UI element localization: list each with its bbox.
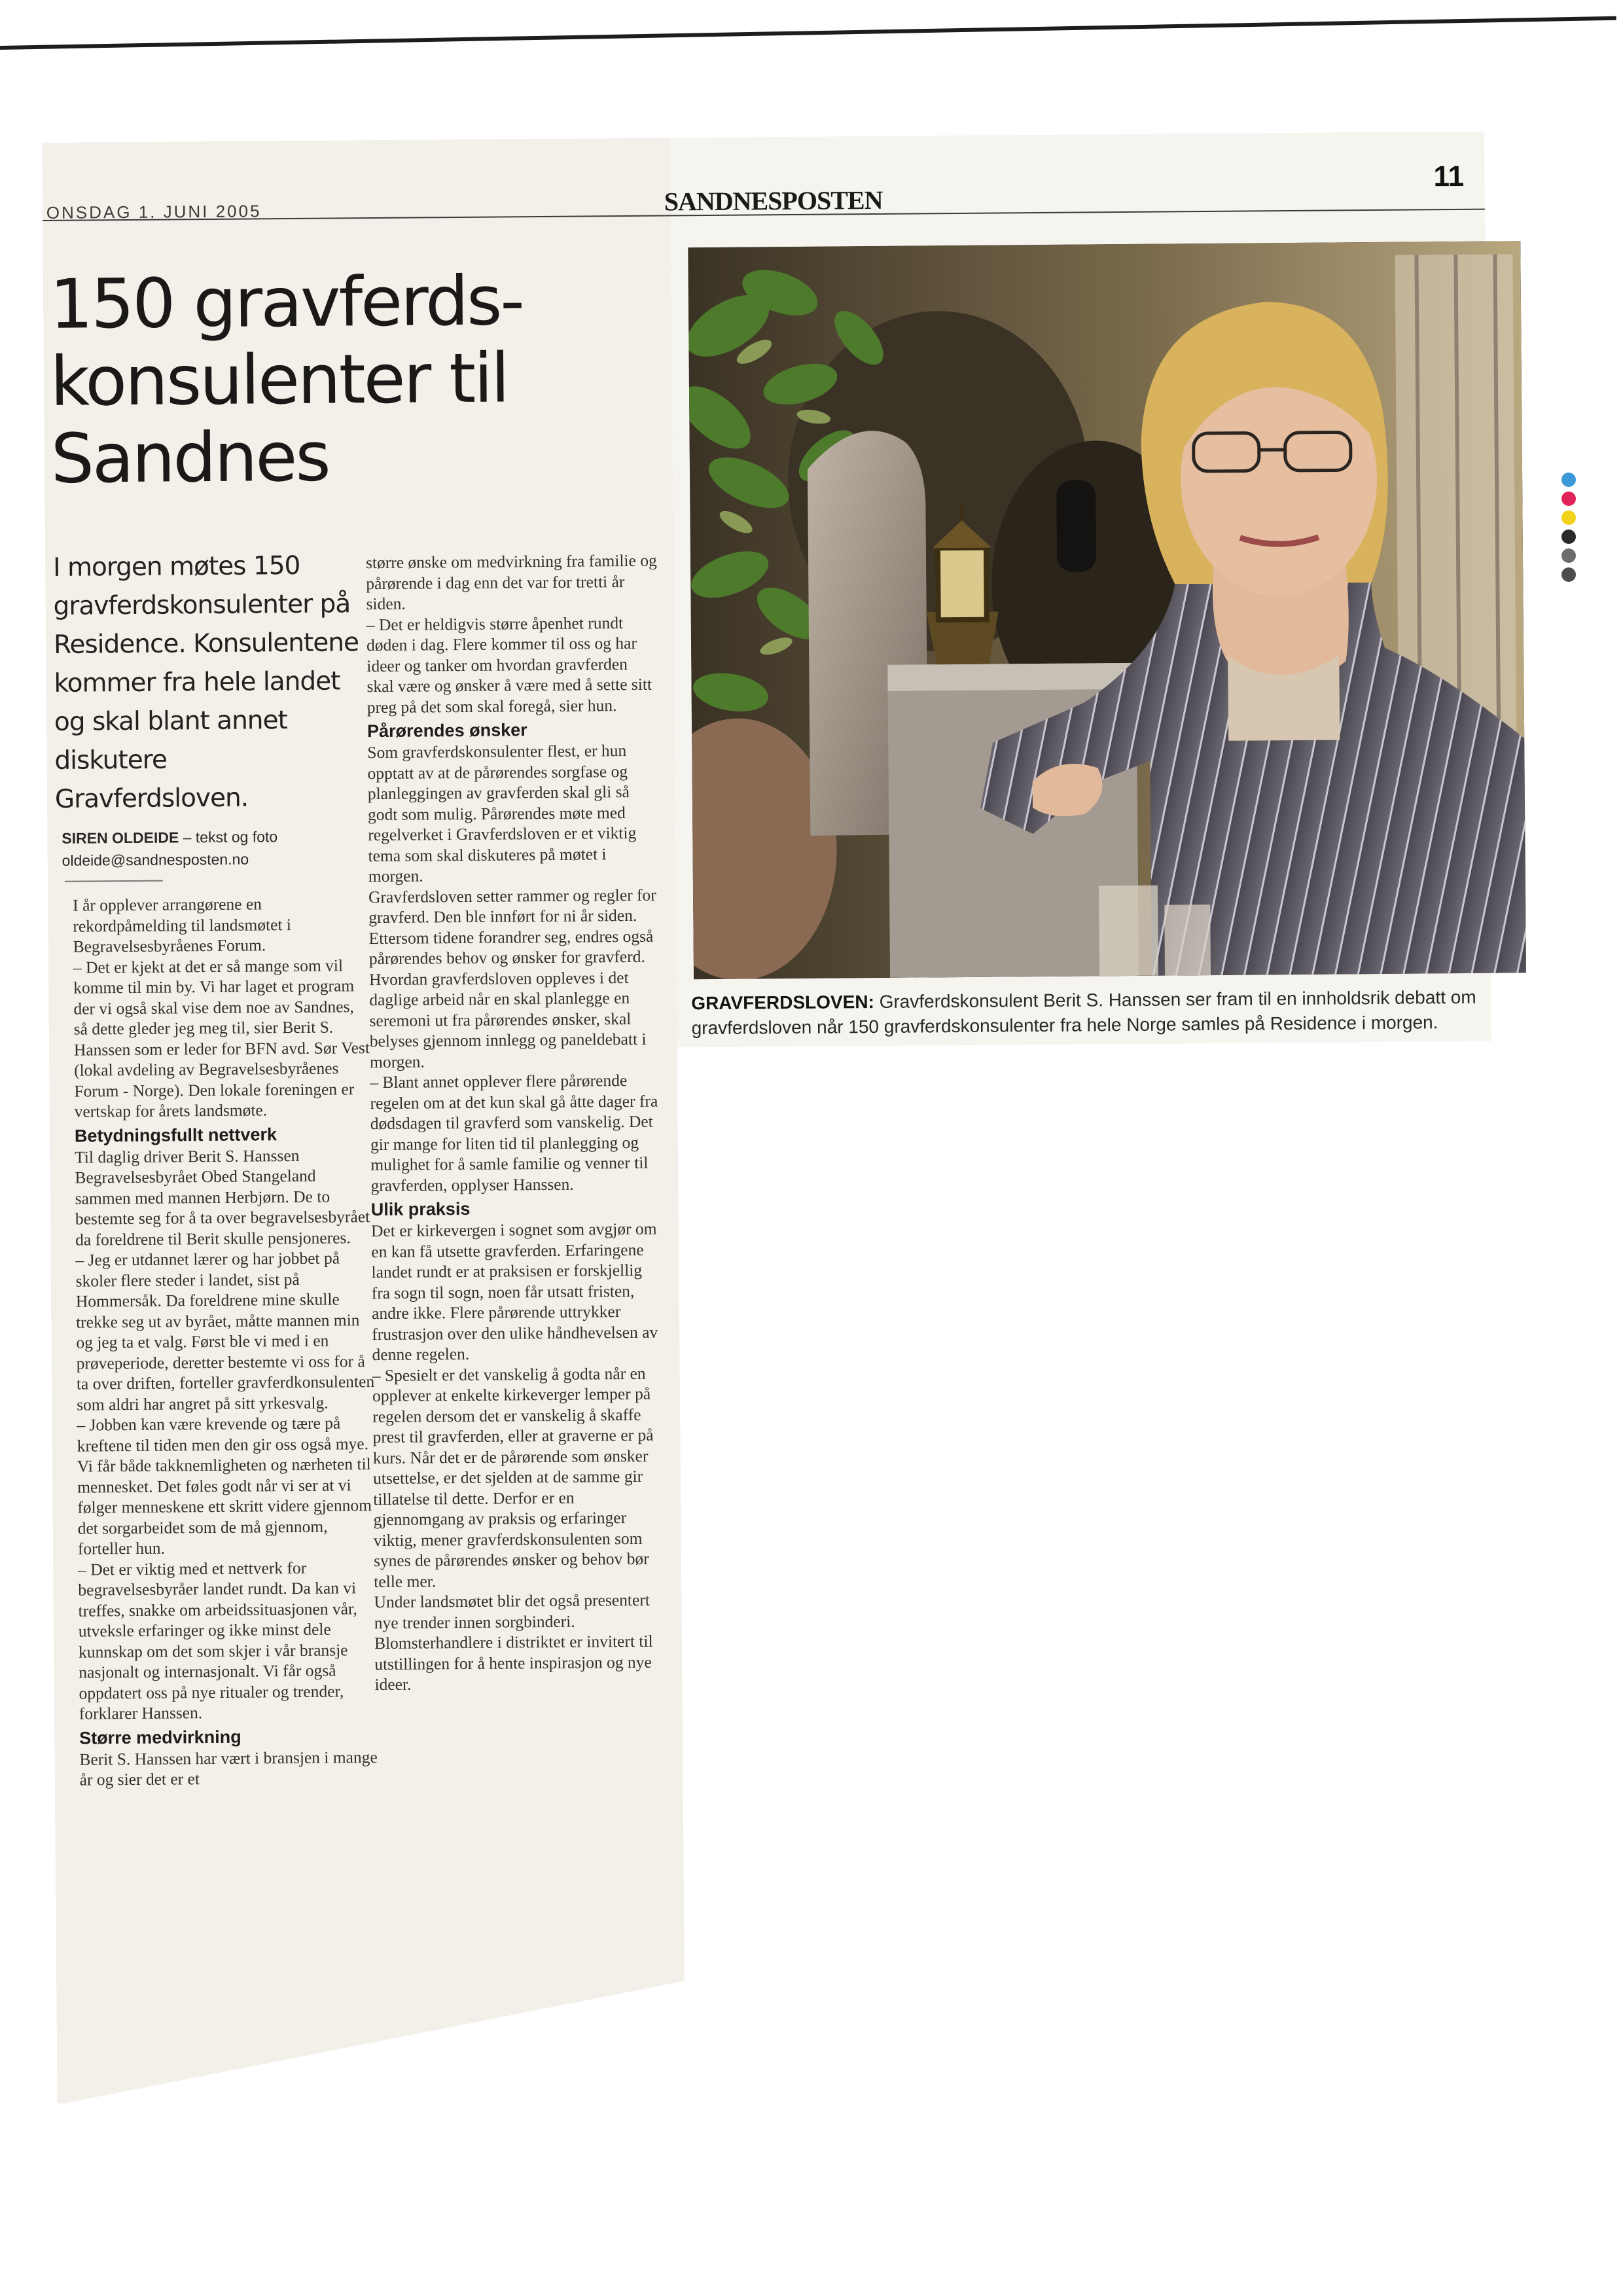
byline-email: oldeide@sandnesposten.no xyxy=(62,850,249,869)
subheading: Større medvirkning xyxy=(79,1727,241,1748)
masthead: SANDNESPOSTEN xyxy=(664,185,883,217)
body-paragraph: Det er kirkevergen i sognet som avgjør om en kan få utsette gravferden. Erfaringene landet rundt er at praksisen er forskjellig fra sogn til sogn, noen får utsatt fristen, andre ikke. Flere pårørende uttrykker frustrasjon over den ulike håndhevelsen av denne regelen. xyxy=(370,1219,658,1365)
scan-border-line xyxy=(0,16,1616,50)
byline-role: – tekst og foto xyxy=(179,828,278,846)
body-paragraph: større ønske om medvirkning fra familie og pårørende i dag enn det var for tretti år siden. xyxy=(365,550,657,614)
lead-paragraph: I morgen møtes 150 gravferdskonsulenter på Residence. Konsulentene kommer fra hele landet og skal blant annet diskutere Gravferdsloven. xyxy=(52,550,359,814)
body-paragraph: – Det er kjekt at det er så mange som vil komme til min by. Vi har laget et program der vi også skal vise dem noe av Sandnes, så dette gleder jeg meg til, sier Berit S. Hanssen som er leder for BFN avd. Sør Vest (lokal avdeling av Begravelsesbyråenes Forum - Norge). Den lokale foreningen er vertskap for årets landsmøte. xyxy=(73,955,370,1121)
body-paragraph: – Spesielt er det vanskelig å godta når en opplever at enkelte kirkeverger lemper på regelen dersom det er vanskelig å skaffe prest til gravferden, eller at graverne er på kurs. Når det er de pårørende som ønsker utsettelse, er det sjelden at de samme gir tillatelse til dette. Derfor er en gjennomgang av praksis og erfaringer viktig, mener gravferdskonsulenten som synes de pårørendes ønsker og behov bør telle mer. xyxy=(372,1363,654,1591)
body-paragraph: – Det er heldigvis større åpenhet rundt døden i dag. Flere kommer til oss og har ideer og tanker om hvordan gravferden skal være og ønsker å være med å sette sitt preg på det som skal foregå, sier hun. xyxy=(366,613,652,717)
registration-dot xyxy=(1561,473,1576,487)
caption-label: GRAVFERDSLOVEN: xyxy=(691,992,874,1014)
byline-name: SIREN OLDEIDE xyxy=(62,829,179,847)
dateline: ONSDAG 1. JUNI 2005 xyxy=(46,201,262,223)
body-paragraph: I år opplever arrangørene en rekordpåmelding til landsmøtet i Begravelsesbyråenes Forum. xyxy=(73,894,292,956)
registration-dot xyxy=(1561,529,1576,544)
registration-dot xyxy=(1561,511,1576,525)
newspaper-page xyxy=(42,132,1499,2104)
body-paragraph: Under landsmøtet blir det også presentert nye trender innen sorgbinderi. Blomsterhandlere i distriktet er invitert til utstillingen for å hente inspirasjon og nye ideer. xyxy=(374,1590,653,1695)
subheading: Ulik praksis xyxy=(370,1198,471,1220)
byline xyxy=(62,825,363,872)
headline-line: konsulenter til xyxy=(50,338,508,422)
registration-dot xyxy=(1561,567,1576,582)
headline xyxy=(49,261,653,497)
article-photo xyxy=(688,241,1526,979)
caption-text: Gravferdskonsulent Berit S. Hanssen ser fram til en innholdsrik debatt om gravferdsloven når 150 gravferdskonsulenter fra hele Norge samles på Residence i morgen. xyxy=(691,986,1476,1039)
subheading: Betydningsfullt nettverk xyxy=(74,1124,277,1146)
headline-line: 150 gravferds- xyxy=(49,260,524,344)
body-paragraph: – Jeg er utdannet lærer og har jobbet på skoler flere steder i landet, sist på Hommersåk. Da foreldrene mine skulle trekke seg ut av byrået, måtte mannen min og jeg ta et valg. Først ble vi med i en prøveperiode, deretter bestemte vi oss for å ta over driften, forteller gravferdkonsulenten som aldri har angret på sitt yrkesvalg. xyxy=(75,1248,375,1414)
body-paragraph: Gravferdsloven setter rammer og regler for gravferd. Den ble innført for ni år siden. Ettersom tidene forandrer seg, endres også pårørendes behov og ønsker for gravferd. Hvordan gravferdsloven oppleves i det daglige arbeid når en skal planlegge en seremoni ut fra pårørendes ønsker, skal belyses gjennom innlegg og paneldebatt i morgen. xyxy=(368,885,656,1071)
body-paragraph: – Jobben kan være krevende og tære på kreftene til tiden men den gir oss også mye. Vi får både takknemligheten og nærheten til mennesket. Det føles godt når vi ser at vi følger menneskene ett skritt videre gjennom det sorgarbeidet som de må gjennom, forteller hun. xyxy=(77,1413,372,1558)
photo-caption xyxy=(691,984,1516,1041)
body-paragraph: – Det er viktig med et nettverk for begravelsesbyråer landet rundt. Da kan vi treffes, snakke om arbeidssituasjonen vår, utveksle erfaringer og ikke minst dele kunnskap om det som skjer i vår bransje nasjonalt og internasjonalt. Vi får også oppdatert oss på nye ritualer og trender, forklarer Hanssen. xyxy=(78,1558,357,1723)
newspaper-clipping xyxy=(42,132,1499,2104)
body-paragraph: Som gravferdskonsulenter flest, er hun opptatt av at de pårørendes sorgfase og planleggingen av gravferden skal gli så godt som mulig. Pårørendes møte med regelverket i Gravferdsloven er et viktig tema som skal diskuteres på møtet i morgen. xyxy=(367,741,637,886)
body-paragraph: – Blant annet opplever flere pårørende regelen om at det kun skal gå åtte dager fra dødsdagen til gravferd som vanskelig. Det gir mange for liten tid til planlegging og mulighet for å samle familie og venner til gravferden, opplyser Hanssen. xyxy=(370,1071,658,1195)
body-column-2 xyxy=(366,550,667,1695)
registration-dot xyxy=(1561,548,1576,563)
body-paragraph: Berit S. Hanssen har vært i bransjen i mange år og sier det er et xyxy=(79,1747,378,1789)
subheading: Pårørendes ønsker xyxy=(366,720,527,742)
headline-line: Sandnes xyxy=(50,416,330,499)
photo-illustration xyxy=(688,241,1526,979)
body-column-1 xyxy=(73,893,378,1790)
body-paragraph: Til daglig driver Berit S. Hanssen Begravelsesbyrået Obed Stangeland sammen med mannen Herbjørn. De to bestemte seg for å ta over begravelsesbyrået da foreldrene til Berit skulle pensjoneres. xyxy=(75,1145,370,1249)
registration-dot xyxy=(1561,492,1576,506)
page-number: 11 xyxy=(1433,160,1465,193)
color-registration-marks xyxy=(1559,473,1578,586)
